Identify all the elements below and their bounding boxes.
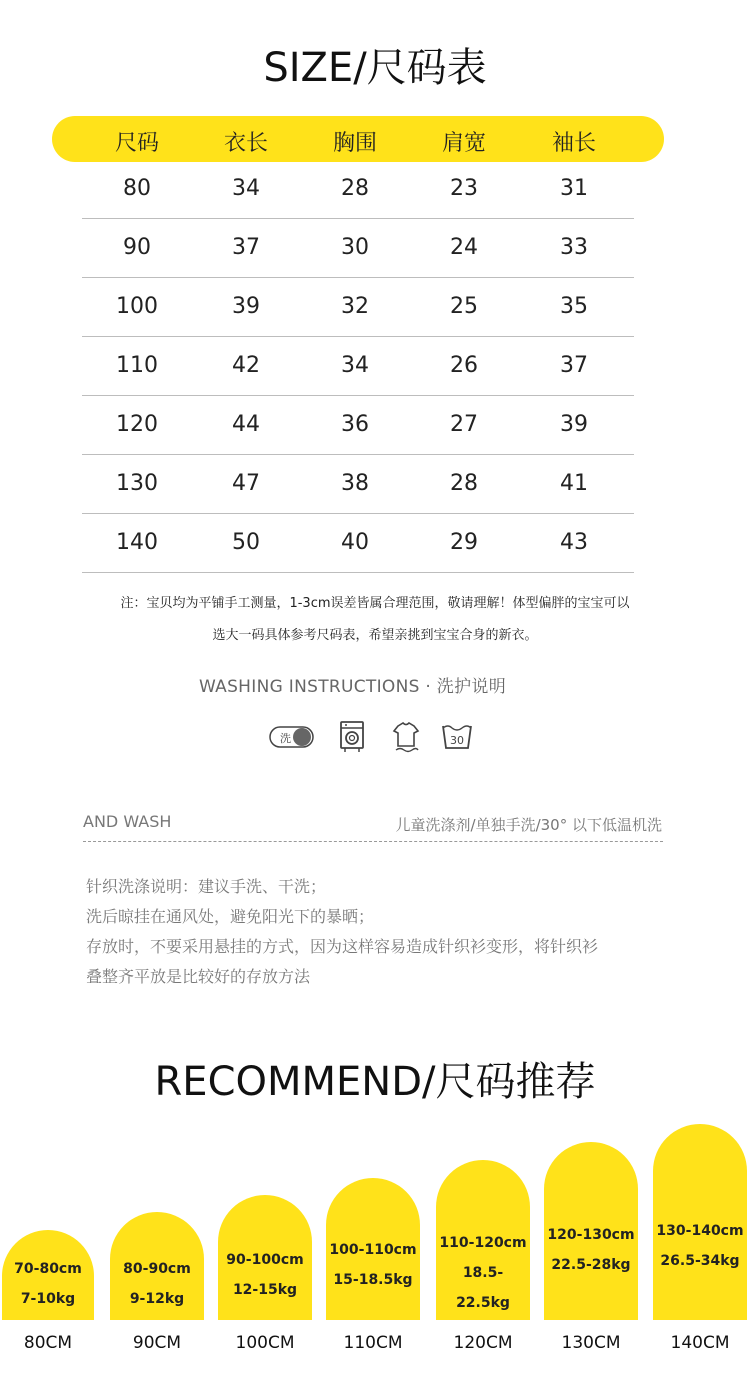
cell-length: 44 bbox=[232, 412, 260, 437]
toggle-label: 洗 bbox=[280, 732, 291, 745]
table-row bbox=[82, 278, 634, 337]
header-shoulder: 肩宽 bbox=[441, 131, 486, 156]
washing-instructions-title: WASHING INSTRUCTIONS · 洗护说明 bbox=[198, 677, 507, 697]
cell-shoulder: 25 bbox=[450, 294, 478, 319]
table-row bbox=[82, 160, 634, 219]
cell-chest: 28 bbox=[341, 176, 369, 201]
wash-30-icon bbox=[440, 720, 474, 758]
size-chart-title: SIZE/尺码表 bbox=[263, 45, 487, 91]
weight-range: 12-15kg bbox=[232, 1282, 298, 1298]
hang-dry-icon bbox=[390, 720, 422, 758]
cell-size: 90 bbox=[123, 235, 151, 260]
size-arch-110 bbox=[326, 1178, 420, 1320]
weight-range: 26.5-34kg bbox=[660, 1253, 740, 1269]
size-label-100: 100CM bbox=[235, 1333, 295, 1353]
cell-sleeve: 43 bbox=[560, 530, 588, 555]
height-range: 120-130cm bbox=[547, 1227, 635, 1243]
cell-length: 39 bbox=[232, 294, 260, 319]
header-size: 尺码 bbox=[114, 131, 159, 156]
dashed-divider bbox=[83, 841, 663, 842]
cell-size: 110 bbox=[116, 353, 158, 378]
cell-shoulder: 26 bbox=[450, 353, 478, 378]
size-label-90: 90CM bbox=[132, 1333, 182, 1353]
cell-chest: 36 bbox=[341, 412, 369, 437]
table-header bbox=[52, 116, 664, 162]
cell-length: 42 bbox=[232, 353, 260, 378]
table-row bbox=[82, 455, 634, 514]
header-length: 衣长 bbox=[223, 131, 268, 156]
cell-sleeve: 39 bbox=[560, 412, 588, 437]
cell-sleeve: 41 bbox=[560, 471, 588, 496]
wash-temperature: 30 bbox=[450, 734, 464, 747]
cell-length: 37 bbox=[232, 235, 260, 260]
table-row bbox=[82, 219, 634, 278]
size-label-110: 110CM bbox=[343, 1333, 403, 1353]
recommend-title: RECOMMEND/尺码推荐 bbox=[154, 1059, 596, 1105]
table-row bbox=[82, 396, 634, 455]
weight-range: 22.5-28kg bbox=[551, 1257, 631, 1273]
wash-method-text: 儿童洗涤剂/单独手洗/30° 以下低温机洗 bbox=[395, 816, 662, 834]
size-arch-120 bbox=[436, 1160, 530, 1320]
instruction-line: 针织洗涤说明：建议手洗、干洗； bbox=[86, 877, 327, 896]
table-row bbox=[82, 514, 634, 573]
cell-sleeve: 31 bbox=[560, 176, 588, 201]
size-label-140: 140CM bbox=[670, 1333, 730, 1353]
cell-size: 140 bbox=[116, 530, 158, 555]
cell-size: 100 bbox=[116, 294, 158, 319]
machine-wash-icon bbox=[336, 720, 368, 758]
cell-length: 47 bbox=[232, 471, 260, 496]
size-arch-130 bbox=[544, 1142, 638, 1320]
header-chest: 胸围 bbox=[332, 131, 377, 156]
cell-chest: 40 bbox=[341, 530, 369, 555]
weight-range: 9-12kg bbox=[129, 1291, 185, 1307]
weight-range: 18.5-22.5kg bbox=[456, 1265, 510, 1311]
cell-shoulder: 27 bbox=[450, 412, 478, 437]
cell-size: 80 bbox=[123, 176, 151, 201]
header-sleeve: 袖长 bbox=[551, 131, 596, 156]
cell-size: 120 bbox=[116, 412, 158, 437]
height-range: 90-100cm bbox=[226, 1252, 304, 1268]
cell-length: 50 bbox=[232, 530, 260, 555]
measurement-note-line1: 注：宝贝均为平铺手工测量，1-3cm误差皆属合理范围，敬请理解！体型偏胖的宝宝可以 bbox=[120, 596, 630, 611]
cell-shoulder: 28 bbox=[450, 471, 478, 496]
and-wash-label: AND WASH bbox=[83, 812, 172, 831]
size-arch-90 bbox=[110, 1212, 204, 1320]
hand-wash-toggle-icon bbox=[268, 720, 316, 758]
cell-shoulder: 24 bbox=[450, 235, 478, 260]
size-arch-80 bbox=[2, 1230, 94, 1320]
size-arch-100 bbox=[218, 1195, 312, 1320]
table-row bbox=[82, 337, 634, 396]
instruction-line: 存放时，不要采用悬挂的方式，因为这样容易造成针织衫变形，将针织衫 bbox=[86, 937, 599, 956]
cell-sleeve: 37 bbox=[560, 353, 588, 378]
weight-range: 15-18.5kg bbox=[333, 1272, 413, 1288]
cell-chest: 38 bbox=[341, 471, 369, 496]
size-label-80: 80CM bbox=[23, 1333, 73, 1353]
cell-shoulder: 23 bbox=[450, 176, 478, 201]
height-range: 70-80cm bbox=[14, 1261, 82, 1277]
cell-sleeve: 35 bbox=[560, 294, 588, 319]
instruction-line: 叠整齐平放是比较好的存放方法 bbox=[86, 967, 311, 986]
measurement-note-line2: 选大一码具体参考尺码表，希望亲挑到宝宝合身的新衣。 bbox=[212, 628, 538, 643]
cell-shoulder: 29 bbox=[450, 530, 478, 555]
cell-sleeve: 33 bbox=[560, 235, 588, 260]
cell-chest: 30 bbox=[341, 235, 369, 260]
cell-chest: 34 bbox=[341, 353, 369, 378]
cell-chest: 32 bbox=[341, 294, 369, 319]
instruction-line: 洗后晾挂在通风处，避免阳光下的暴晒； bbox=[86, 907, 375, 926]
size-arch-140 bbox=[653, 1124, 747, 1320]
size-label-130: 130CM bbox=[561, 1333, 621, 1353]
height-range: 130-140cm bbox=[656, 1223, 744, 1239]
height-range: 110-120cm bbox=[439, 1235, 527, 1251]
size-label-120: 120CM bbox=[453, 1333, 513, 1353]
cell-length: 34 bbox=[232, 176, 260, 201]
weight-range: 7-10kg bbox=[20, 1291, 76, 1307]
row-divider bbox=[82, 572, 634, 573]
height-range: 80-90cm bbox=[123, 1261, 191, 1277]
height-range: 100-110cm bbox=[329, 1242, 417, 1258]
cell-size: 130 bbox=[116, 471, 158, 496]
